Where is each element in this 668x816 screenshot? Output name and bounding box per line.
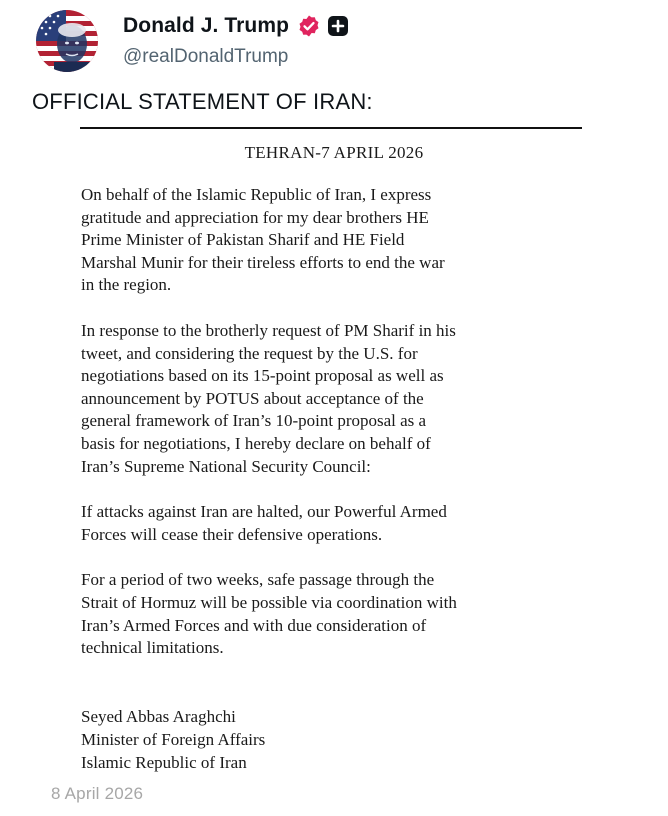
avatar[interactable] <box>36 10 98 72</box>
statement-line: Forces will cease their defensive operations. <box>81 524 383 544</box>
post-text: OFFICIAL STATEMENT OF IRAN: <box>32 89 373 114</box>
statement-paragraph <box>81 569 581 659</box>
statement-line: Iran’s Supreme National Security Council: <box>81 456 371 476</box>
display-name[interactable]: Donald J. Trump <box>123 14 290 37</box>
statement-dateline: TEHRAN-7 APRIL 2026 <box>244 143 424 162</box>
statement-line: in the region. <box>81 275 172 295</box>
statement-line: negotiations based on its 15-point proposal as well as <box>81 366 444 386</box>
statement-line: basis for negotiations, I hereby declare on behalf of <box>81 433 431 453</box>
statement-line: gratitude and appreciation for my dear brothers HE <box>81 207 429 227</box>
author-display-name-row[interactable] <box>123 14 349 38</box>
statement-line: In response to the brotherly request of PM Sharif in his <box>81 320 456 340</box>
verified-badge-icon[interactable] <box>297 14 321 38</box>
statement-paragraph <box>81 501 581 546</box>
post-timestamp[interactable]: 8 April 2026 <box>51 784 144 803</box>
statement-line: On behalf of the Islamic Republic of Iran, I express <box>81 185 432 204</box>
signatory-name: Seyed Abbas Araghchi <box>81 707 236 726</box>
statement-line: Iran’s Armed Forces and with due consideration of <box>81 615 427 635</box>
statement-line: If attacks against Iran are halted, our Powerful Armed <box>81 502 447 522</box>
statement-signature <box>81 705 265 774</box>
statement-paragraph <box>81 320 581 478</box>
statement-line: Prime Minister of Pakistan Sharif and HE Field <box>81 230 405 250</box>
plus-badge-icon[interactable] <box>327 15 349 37</box>
statement-paragraph <box>81 184 581 297</box>
statement-line: technical limitations. <box>81 638 224 658</box>
statement-line: Marshal Munir for their tireless efforts to end the war <box>81 252 445 272</box>
statement-line: general framework of Iran’s 10-point proposal as a <box>81 411 427 431</box>
statement-divider <box>80 127 582 129</box>
signatory-organization: Islamic Republic of Iran <box>81 753 247 772</box>
statement-line: announcement by POTUS about acceptance of the <box>81 388 424 408</box>
statement-line: For a period of two weeks, safe passage through the <box>81 570 435 590</box>
statement-line: tweet, and considering the request by the U.S. for <box>81 343 418 363</box>
statement-line: Strait of Hormuz will be possible via coordination with <box>81 592 457 612</box>
statement-body <box>81 184 581 683</box>
user-handle[interactable]: @realDonaldTrump <box>123 46 289 67</box>
avatar-flag-portrait-icon <box>36 10 98 72</box>
signatory-title: Minister of Foreign Affairs <box>81 730 266 749</box>
